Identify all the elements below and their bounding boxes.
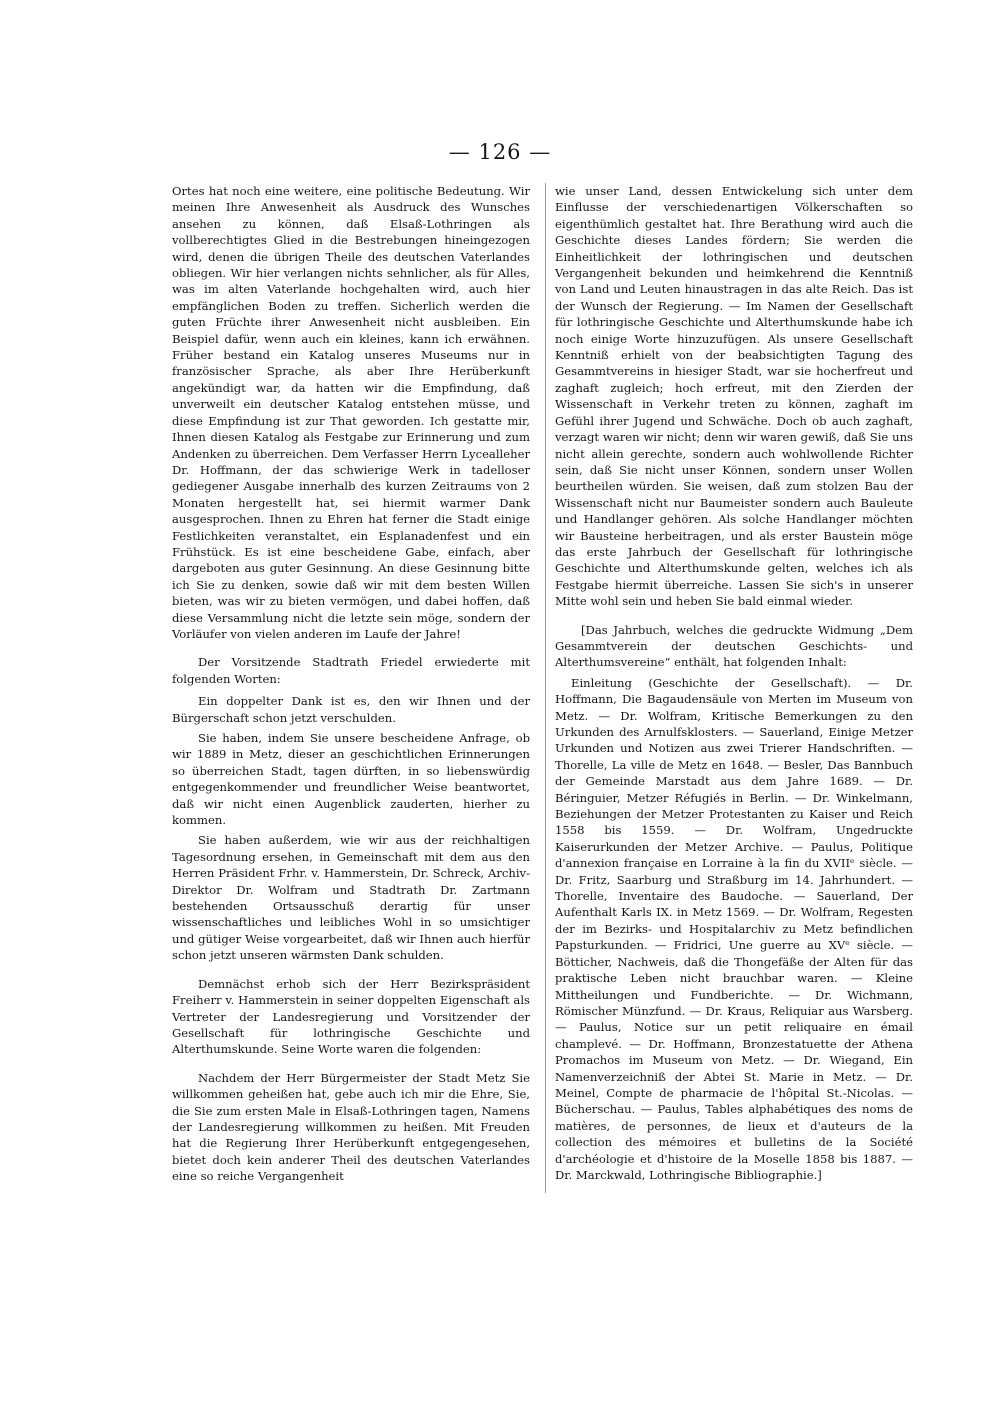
paragraph: Der Vorsitzende Stadtrath Friedel erwiederte mit folgenden Worten: <box>172 655 530 686</box>
right-column <box>555 183 913 1183</box>
contents-list: Einleitung (Geschichte der Gesellschaft). — Dr. Hoffmann, Die Bagaudensäule von Merten im Museum von Metz. — Dr. Wolfram, Kritische Bemerkungen zu den Urkunden des Arnulfsklosters. — Sauerland, Einige Metzer Urkunden und Notizen aus zwei Trierer Handschriften. — Thorelle, La ville de Metz en 1648. — Besler, Das Bannbuch der Gemeinde Marstadt aus dem Jahre 1689. — Dr. Béringuier, Metzer Réfugiés in Berlin. — Dr. Winkelmann, Beziehungen der Metzer Protestanten zu Kaiser und Reich 1558 bis 1559. — Dr. Wolfram, Ungedruckte Kaiserurkunden der Metzer Archive. — Paulus, Politique d'annexion française en Lorraine à la fin du XVIIᵉ siècle. — Dr. Fritz, Saarburg und Straßburg im 14. Jahrhundert. — Thorelle, Inventaire des Baudoche. — Sauerland, Der Aufenthalt Karls IX. in Metz 1569. — Dr. Wolfram, Regesten der im Bezirks- und Hospitalarchiv zu Metz befindlichen Papsturkunden. — Fridrici, Une guerre au XVᵉ siècle. — Bötticher, Nachweis, daß die Thongefäße der Alten für das praktische Leben nicht brauchbar waren. — Kleine Mittheilungen und Fundberichte. — Dr. Wichmann, Römischer Münzfund. — Dr. Kraus, Reliquiar aus Warsberg. — Paulus, Notice sur un petit reliquaire en émail champlevé. — Dr. Hoffmann, Bronzestatuette der Athena Promachos im Museum von Metz. — Dr. Wiegand, Ein Namenverzeichniß der Abtei St. Marie in Metz. — Dr. Meinel, Compte de pharmacie de l'hôpital St.-Nicolas. — Bücherschau. — Paulus, Tables alphabétiques des noms de matières, de personnes, de lieux et d'auteurs de la collection des mémoires et bulletins de la Société d'archéologie et d'histoire de la Moselle 1858 bis 1887. — Dr. Marckwald, Lothringische Bibliographie.] <box>555 675 913 1182</box>
paragraph: wie unser Land, dessen Entwickelung sich unter dem Einflusse der verschiedenartigen Völkerschaften so eigenthümlich gestaltet hat. Ihre Berathung wird auch die Geschichte dieses Landes fördern; Sie werden die Einheitlichkeit der lothringischen und deutschen Vergangenheit bekunden und heimkehrend die Kenntniß von Land und Leuten hinaustragen in das alte Reich. Das ist der Wunsch der Regierung. — Im Namen der Gesellschaft für lothringische Geschichte und Alterthumskunde habe ich noch einige Worte hinzuzufügen. Als unsere Gesellschaft Kenntniß erhielt von der beabsichtigten Tagung des Gesammtvereins in hiesiger Stadt, war sie hocherfreut und zaghaft zugleich; hoch erfreut, mit den Zierden der Wissenschaft in Verkehr treten zu können, zaghaft im Gefühl ihrer Jugend und Schwäche. Doch ob auch zaghaft, verzagt waren wir nicht; denn wir waren gewiß, daß Sie uns nicht allein gerechte, sondern auch wohlwollende Richter sein, daß Sie nicht unser Können, sondern unser Wollen beurtheilen würden. Sie weisen, daß zum stolzen Bau der Wissenschaft nicht nur Baumeister sondern auch Bauleute und Handlanger gehören. Als solche Handlanger möchten wir Bausteine herbeitragen, und als erster Baustein möge das erste Jahrbuch der Gesellschaft für lothringische Geschichte und Alterthumskunde gelten, welches ich als Festgabe hiermit überreiche. Lassen Sie sich's in unserer Mitte wohl sein und heben Sie bald einmal wieder. <box>555 184 913 609</box>
paragraph: Nachdem der Herr Bürgermeister der Stadt Metz Sie willkommen geheißen hat, gebe auch ich mir die Ehre, Sie, die Sie zum ersten Male in Elsaß-Lothringen tagen, Namens der Landesregierung willkommen zu heißen. Mit Freuden hat die Regierung Ihrer Herüberkunft entgegengesehen, bietet doch kein anderer Theil des deutschen Vaterlandes eine so reiche Vergangenheit <box>172 1070 530 1184</box>
paragraph: Ein doppelter Dank ist es, den wir Ihnen und der Bürgerschaft schon jetzt verschulden. <box>172 694 530 725</box>
paragraph: [Das Jahrbuch, welches die gedruckte Widmung „Dem Gesammtverein der deutschen Geschichts- und Alterthumsvereine“ enthält, hat folgenden Inhalt: <box>555 622 913 670</box>
paragraph: Sie haben außerdem, wie wir aus der reichhaltigen Tagesordnung ersehen, in Gemeinschaft mit dem aus den Herren Präsident Frhr. v. Hammerstein, Dr. Schreck, Archiv-Direktor Dr. Wolfram und Stadtrath Dr. Zartmann bestehenden Ortsausschuß derartig für unser wissenschaftliches und leibliches Wohl in so umsichtiger und gütiger Weise vorgearbeitet, daß wir Ihnen auch hierfür schon jetzt unseren wärmsten Dank schulden. <box>172 833 530 963</box>
page-number: — 126 — <box>448 140 552 164</box>
left-column <box>172 183 530 1185</box>
paragraph: Sie haben, indem Sie unsere bescheidene Anfrage, ob wir 1889 in Metz, dieser an geschichtlichen Erinnerungen so überreichen Stadt, tagen dürften, in so liebenswürdig entgegenkommender und freundlicher Weise beantwortet, daß wir nicht einen Augenblick zauderten, hierher zu kommen. <box>172 731 530 828</box>
paragraph: Ortes hat noch eine weitere, eine politische Bedeutung. Wir meinen Ihre Anwesenheit als Ausdruck des Wunsches ansehen zu können, daß Elsaß-Lothringen als vollberechtigtes Glied in die Bestrebungen hineingezogen wird, denen die übrigen Theile des deutschen Vaterlandes obliegen. Wir hier verlangen nichts sehnlicher, als für Alles, was im alten Vaterlande hochgehalten wird, auch hier empfänglichen Boden zu treffen. Sicherlich werden die guten Früchte ihrer Anwesenheit nicht ausbleiben. Ein Beispiel dafür, wenn auch ein kleines, kann ich erwähnen. Früher bestand ein Katalog unseres Museums nur in französischer Sprache, als aber Ihre Herüberkunft angekündigt war, da hatten wir die Empfindung, daß unverweilt ein deutscher Katalog entstehen müsse, und diese Empfindung ist zur That geworden. Ich gestatte mir, Ihnen diesen Katalog als Festgabe zur Erinnerung und zum Andenken zu überreichen. Dem Verfasser Herrn Lycealleher Dr. Hoffmann, der das schwierige Werk in tadelloser gediegener Ausgabe innerhalb des kurzen Zeitraums von 2 Monaten hergestellt hat, sei hiermit warmer Dank ausgesprochen. Ihnen zu Ehren hat ferner die Stadt einige Festlichkeiten veranstaltet, ein Esplanadenfest und ein Frühstück. Es ist eine bescheidene Gabe, einfach, aber dargeboten aus guter Gesinnung. An diese Gesinnung bitte ich Sie zu denken, sowie daß wir mit dem besten Willen bieten, was wir zu bieten vermögen, und dabei hoffen, daß diese Versammlung nicht die letzte sein möge, sondern der Vorläufer von vielen anderen im Laufe der Jahre! <box>172 184 530 641</box>
paragraph: Demnächst erhob sich der Herr Bezirkspräsident Freiherr v. Hammerstein in seiner doppelten Eigenschaft als Vertreter der Landesregierung und Vorsitzender der Gesellschaft für lothringische Geschichte und Alterthumskunde. Seine Worte waren die folgenden: <box>172 976 530 1057</box>
column-divider <box>545 183 546 1193</box>
